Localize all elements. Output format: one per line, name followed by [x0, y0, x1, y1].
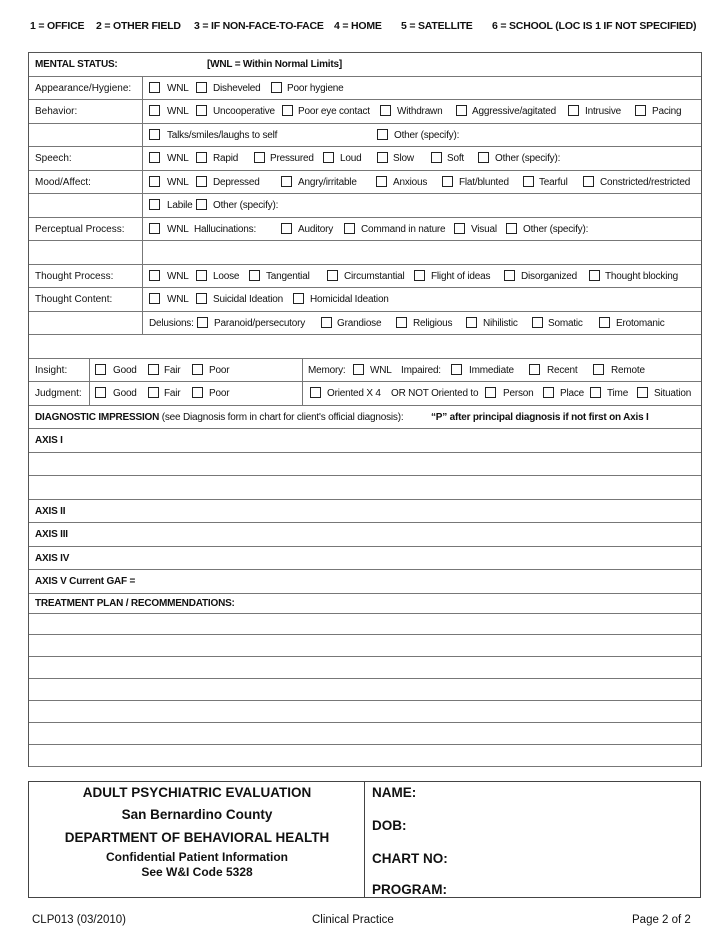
checkbox[interactable] [196, 82, 207, 93]
not-oriented-label: OR NOT Oriented to [391, 388, 479, 399]
mood-label: Mood/Affect: [35, 176, 91, 188]
insight-row [29, 359, 701, 383]
option-label: Other (specify): [495, 153, 561, 164]
option-label: Suicidal Ideation [213, 294, 283, 305]
option-label: Other (specify): [394, 129, 460, 141]
option-label: Auditory [298, 223, 334, 235]
department-footer: Clinical Practice [312, 914, 394, 926]
county-name: San Bernardino County [121, 807, 273, 822]
checkbox[interactable] [599, 317, 610, 328]
checkbox[interactable] [323, 152, 334, 163]
mental-status-form [28, 52, 702, 767]
option-label: WNL [167, 270, 189, 282]
checkbox[interactable] [271, 82, 282, 93]
treatment-line[interactable] [29, 679, 701, 701]
axis3-row [29, 523, 701, 547]
option-label: Time [607, 388, 629, 399]
diagnostic-title: DIAGNOSTIC IMPRESSION [35, 411, 160, 423]
option-label: Fair [164, 388, 181, 399]
checkbox[interactable] [149, 176, 160, 187]
option-label: Angry/irritable [298, 176, 357, 188]
axis3-label: AXIS III [35, 529, 68, 540]
checkbox[interactable] [454, 223, 465, 234]
checkbox[interactable] [149, 293, 160, 304]
checkbox[interactable] [543, 387, 554, 398]
option-label: Good [113, 364, 137, 376]
option-label: Soft [447, 153, 464, 164]
checkbox[interactable] [310, 387, 321, 398]
checkbox[interactable] [442, 176, 453, 187]
delusions-label: Delusions: [149, 317, 194, 329]
loc-code: 3 = IF NON-FACE-TO-FACE [194, 20, 324, 32]
option-label: Person [503, 388, 534, 399]
appearance-label: Appearance/Hygiene: [35, 82, 132, 94]
dob-field[interactable]: DOB: [372, 818, 407, 833]
perceptual-row-2 [29, 241, 701, 265]
treatment-line[interactable] [29, 657, 701, 679]
checkbox[interactable] [149, 270, 160, 281]
chart-no-field[interactable]: CHART NO: [372, 851, 448, 866]
checkbox[interactable] [149, 105, 160, 116]
insight-label: Insight: [35, 364, 68, 376]
option-label: Recent [547, 364, 578, 376]
option-label: Remote [611, 364, 645, 376]
speech-label: Speech: [35, 153, 72, 164]
checkbox[interactable] [196, 176, 207, 187]
option-label: Constricted/restricted [600, 176, 691, 188]
treatment-title: TREATMENT PLAN / RECOMMENDATIONS: [35, 597, 235, 609]
agency-block [29, 782, 365, 897]
option-label: Fair [164, 364, 181, 376]
checkbox[interactable] [466, 317, 477, 328]
principal-note: “P” after principal diagnosis if not first on Axis I [431, 411, 649, 423]
checkbox[interactable] [149, 223, 160, 234]
option-label: Paranoid/persecutory [214, 317, 306, 329]
checkbox[interactable] [414, 270, 425, 281]
checkbox[interactable] [148, 364, 159, 375]
checkbox[interactable] [377, 152, 388, 163]
option-label: Labile [167, 200, 193, 211]
option-label: Pressured [270, 153, 314, 164]
option-label: Loose [213, 270, 240, 282]
option-label: Tangential [266, 270, 310, 282]
checkbox[interactable] [149, 152, 160, 163]
checkbox[interactable] [281, 176, 292, 187]
speech-row [29, 147, 701, 171]
delusions-row [29, 312, 701, 336]
mood-row-2 [29, 194, 701, 218]
checkbox[interactable] [431, 152, 442, 163]
checkbox[interactable] [95, 364, 106, 375]
form-title: ADULT PSYCHIATRIC EVALUATION [82, 785, 312, 800]
option-label: Somatic [548, 317, 583, 329]
option-label: Good [113, 388, 137, 399]
option-label: Homicidal Ideation [310, 294, 389, 305]
checkbox[interactable] [353, 364, 364, 375]
checkbox[interactable] [149, 129, 160, 140]
treatment-line[interactable] [29, 614, 701, 636]
checkbox[interactable] [196, 293, 207, 304]
checkbox[interactable] [196, 152, 207, 163]
option-label: WNL [167, 294, 189, 305]
checkbox[interactable] [635, 105, 646, 116]
option-label: Oriented X 4 [327, 388, 381, 399]
option-label: WNL [167, 176, 189, 188]
thought-process-label: Thought Process: [35, 270, 114, 282]
mood-row [29, 171, 701, 195]
option-label: WNL [167, 82, 189, 94]
checkbox[interactable] [254, 152, 265, 163]
loc-code: 6 = SCHOOL (LOC IS 1 IF NOT SPECIFIED) [492, 20, 697, 32]
checkbox[interactable] [197, 317, 208, 328]
checkbox[interactable] [95, 387, 106, 398]
axis2-row [29, 500, 701, 524]
mental-status-title: MENTAL STATUS: [35, 59, 118, 70]
option-label: Religious [413, 317, 453, 329]
checkbox[interactable] [504, 270, 515, 281]
confidential-note: Confidential Patient Information [106, 850, 288, 864]
checkbox[interactable] [637, 387, 648, 398]
wi-code: See W&I Code 5328 [141, 865, 253, 879]
option-label: Intrusive [585, 106, 621, 117]
option-label: Slow [393, 153, 414, 164]
option-label: Disheveled [213, 82, 261, 94]
checkbox[interactable] [192, 387, 203, 398]
checkbox[interactable] [376, 176, 387, 187]
checkbox[interactable] [344, 223, 355, 234]
thought-content-row [29, 288, 701, 312]
treatment-line[interactable] [29, 701, 701, 723]
checkbox[interactable] [377, 129, 388, 140]
checkbox[interactable] [568, 105, 579, 116]
form-id: CLP013 (03/2010) [32, 914, 126, 926]
option-label: Situation [654, 388, 692, 399]
loc-code: 1 = OFFICE [30, 20, 85, 32]
impaired-label: Impaired: [401, 364, 441, 376]
option-label: Anxious [393, 176, 428, 188]
thought-content-label: Thought Content: [35, 294, 113, 305]
checkbox[interactable] [249, 270, 260, 281]
axis4-row [29, 547, 701, 571]
option-label: Circumstantial [344, 270, 405, 282]
axis1-line[interactable] [29, 476, 701, 500]
checkbox[interactable] [293, 293, 304, 304]
option-label: Immediate [469, 364, 514, 376]
checkbox[interactable] [149, 199, 160, 210]
option-label: Flat/blunted [459, 176, 509, 188]
wnl-note: [WNL = Within Normal Limits] [207, 59, 342, 70]
checkbox[interactable] [456, 105, 467, 116]
memory-label: Memory: [308, 364, 346, 376]
checkbox[interactable] [451, 364, 462, 375]
perceptual-row [29, 218, 701, 242]
option-label: Talks/smiles/laughs to self [167, 129, 278, 141]
option-label: Uncooperative [213, 106, 275, 117]
checkbox[interactable] [532, 317, 543, 328]
option-label: WNL [167, 106, 189, 117]
footer-box [28, 781, 701, 898]
treatment-line[interactable] [29, 635, 701, 657]
program-field[interactable]: PROGRAM: [372, 882, 447, 897]
page-number: Page 2 of 2 [632, 914, 691, 926]
option-label: Aggressive/agitated [472, 106, 557, 117]
option-label: Disorganized [521, 270, 577, 282]
diagnostic-header [29, 406, 701, 430]
option-label: Grandiose [337, 317, 382, 329]
checkbox[interactable] [148, 387, 159, 398]
option-label: Poor [209, 364, 230, 376]
behavior-row [29, 100, 701, 124]
checkbox[interactable] [192, 364, 203, 375]
checkbox[interactable] [281, 223, 292, 234]
axis5-row [29, 570, 701, 594]
treatment-line[interactable] [29, 745, 701, 767]
blank-row [29, 335, 701, 359]
option-label: WNL [167, 153, 189, 164]
option-label: Pacing [652, 106, 682, 117]
checkbox[interactable] [583, 176, 594, 187]
treatment-line[interactable] [29, 723, 701, 745]
loc-code: 2 = OTHER FIELD [96, 20, 181, 32]
checkbox[interactable] [196, 199, 207, 210]
option-label: Other (specify): [523, 223, 589, 235]
axis1-line[interactable] [29, 453, 701, 477]
checkbox[interactable] [321, 317, 332, 328]
option-label: Nihilistic [483, 317, 518, 329]
checkbox[interactable] [149, 82, 160, 93]
judgment-row [29, 382, 701, 406]
checkbox[interactable] [590, 387, 601, 398]
option-label: Poor hygiene [287, 82, 344, 94]
checkbox[interactable] [196, 270, 207, 281]
axis4-label: AXIS IV [35, 552, 70, 564]
option-label: Visual [471, 223, 497, 235]
option-label: Rapid [213, 153, 239, 164]
checkbox[interactable] [196, 105, 207, 116]
treatment-header [29, 594, 701, 614]
axis5-label: AXIS V Current GAF = [35, 576, 136, 587]
checkbox[interactable] [380, 105, 391, 116]
perceptual-label: Perceptual Process: [35, 223, 125, 235]
option-label: Erotomanic [616, 317, 665, 329]
location-codes [30, 20, 702, 36]
behavior-label: Behavior: [35, 106, 78, 117]
department-name: DEPARTMENT OF BEHAVIORAL HEALTH [64, 830, 330, 845]
checkbox[interactable] [593, 364, 604, 375]
option-label: Depressed [213, 176, 260, 188]
checkbox[interactable] [529, 364, 540, 375]
name-field[interactable]: NAME: [372, 785, 417, 800]
behavior-row-2 [29, 124, 701, 148]
option-label: Flight of ideas [431, 270, 491, 282]
judgment-label: Judgment: [35, 388, 82, 399]
loc-code: 4 = HOME [334, 20, 382, 32]
option-label: Other (specify): [213, 200, 279, 211]
checkbox[interactable] [327, 270, 338, 281]
loc-code: 5 = SATELLITE [401, 20, 473, 32]
axis1-row [29, 429, 701, 453]
checkbox[interactable] [485, 387, 496, 398]
axis1-label: AXIS I [35, 435, 63, 446]
option-label: Loud [340, 153, 362, 164]
option-label: WNL [167, 223, 189, 235]
option-label: Command in nature [361, 223, 446, 235]
option-label: WNL [370, 364, 392, 376]
thought-process-row [29, 265, 701, 289]
checkbox[interactable] [478, 152, 489, 163]
option-label: Thought blocking [605, 270, 678, 282]
checkbox[interactable] [589, 270, 600, 281]
option-label: Tearful [539, 176, 568, 188]
option-label: Poor eye contact [298, 106, 370, 117]
checkbox[interactable] [523, 176, 534, 187]
option-label: Poor [209, 388, 230, 399]
option-label: Place [560, 388, 585, 399]
hallucinations-label: Hallucinations: [194, 223, 257, 235]
option-label: Withdrawn [397, 106, 443, 117]
checkbox[interactable] [282, 105, 293, 116]
checkbox[interactable] [396, 317, 407, 328]
mental-status-header [29, 53, 701, 77]
axis2-label: AXIS II [35, 505, 66, 517]
diagnostic-note: (see Diagnosis form in chart for client's official diagnosis): [161, 411, 404, 423]
checkbox[interactable] [506, 223, 517, 234]
appearance-row [29, 77, 701, 101]
